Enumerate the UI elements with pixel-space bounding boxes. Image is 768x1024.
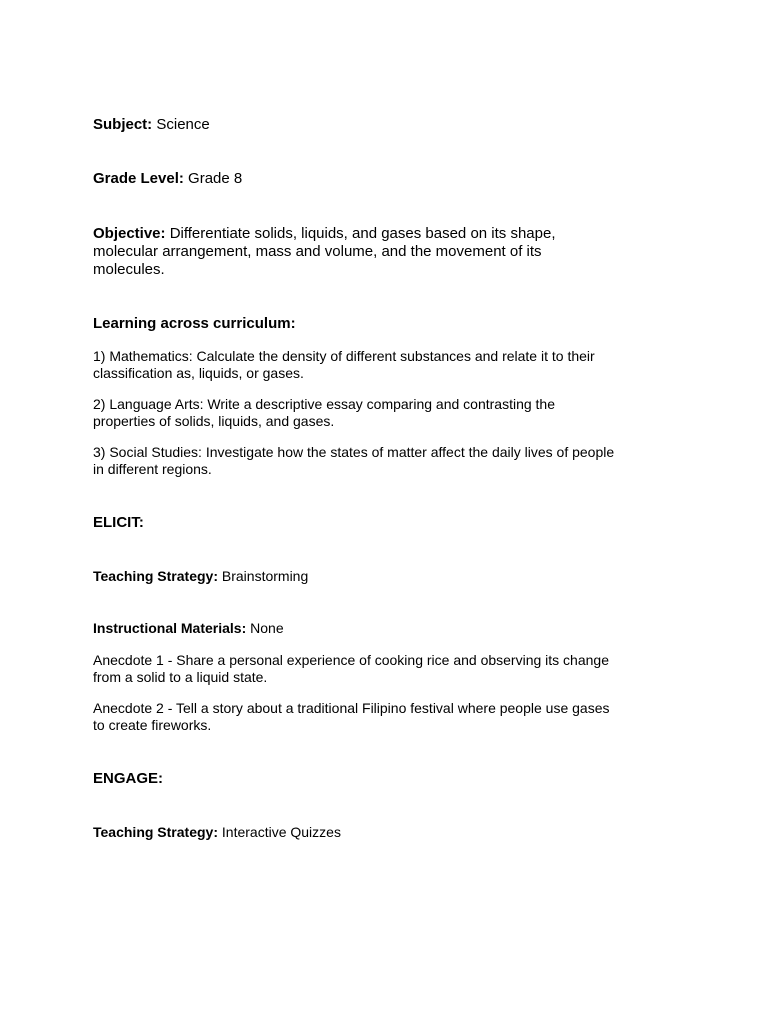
curriculum-item-line: 2) Language Arts: Write a descriptive essay comparing and contrasting the <box>93 396 555 412</box>
teaching-strategy-label: Teaching Strategy: <box>93 824 218 840</box>
elicit-teaching-strategy <box>93 568 693 585</box>
curriculum-item-social-studies <box>93 444 693 477</box>
objective-text-1: Differentiate solids, liquids, and gases based on its shape, <box>169 225 556 242</box>
engage-heading <box>93 770 693 788</box>
objective-label: Objective: <box>93 225 166 242</box>
subject-value: Science <box>156 116 210 133</box>
objective-text-3: molecules. <box>93 261 165 278</box>
curriculum-item-line: in different regions. <box>93 460 212 477</box>
objective-paragraph <box>93 225 693 279</box>
instructional-materials-label: Instructional Materials: <box>93 620 247 636</box>
subject-label: Subject: <box>93 116 153 133</box>
anecdote-line: to create fireworks. <box>93 716 212 733</box>
objective-text-2: molecular arrangement, mass and volume, and the movement of its <box>93 243 542 260</box>
learning-heading-text: Learning across curriculum: <box>93 315 296 332</box>
anecdote-2 <box>93 700 693 733</box>
anecdote-line: from a solid to a liquid state. <box>93 668 268 685</box>
anecdote-line: Anecdote 2 - Tell a story about a traditional Filipino festival where people use gases <box>93 700 610 716</box>
anecdote-line: Anecdote 1 - Share a personal experience of cooking rice and observing its change <box>93 652 609 668</box>
curriculum-item-language-arts <box>93 396 693 429</box>
curriculum-item-line: classification as, liquids, or gases. <box>93 364 304 381</box>
curriculum-item-line: properties of solids, liquids, and gases. <box>93 412 335 429</box>
elicit-instructional-materials <box>93 620 693 637</box>
teaching-strategy-value: Brainstorming <box>221 568 309 584</box>
grade-level-label: Grade Level: <box>93 170 184 187</box>
subject-line <box>93 116 693 134</box>
anecdote-1 <box>93 652 693 685</box>
elicit-heading-text: ELICIT: <box>93 514 144 531</box>
grade-level-value: Grade 8 <box>188 170 243 187</box>
curriculum-item-line: 1) Mathematics: Calculate the density of different substances and relate it to their <box>93 348 595 364</box>
engage-teaching-strategy <box>93 824 693 841</box>
grade-level-line <box>93 170 693 188</box>
instructional-materials-value: None <box>250 620 284 636</box>
curriculum-item-mathematics <box>93 348 693 381</box>
teaching-strategy-label: Teaching Strategy: <box>93 568 218 584</box>
teaching-strategy-value: Interactive Quizzes <box>221 824 341 840</box>
objective-line-1 <box>93 225 693 243</box>
elicit-heading <box>93 514 693 532</box>
learning-across-curriculum-heading <box>93 315 693 333</box>
engage-heading-text: ENGAGE: <box>93 770 164 787</box>
curriculum-item-line: 3) Social Studies: Investigate how the states of matter affect the daily lives of people <box>93 444 615 460</box>
